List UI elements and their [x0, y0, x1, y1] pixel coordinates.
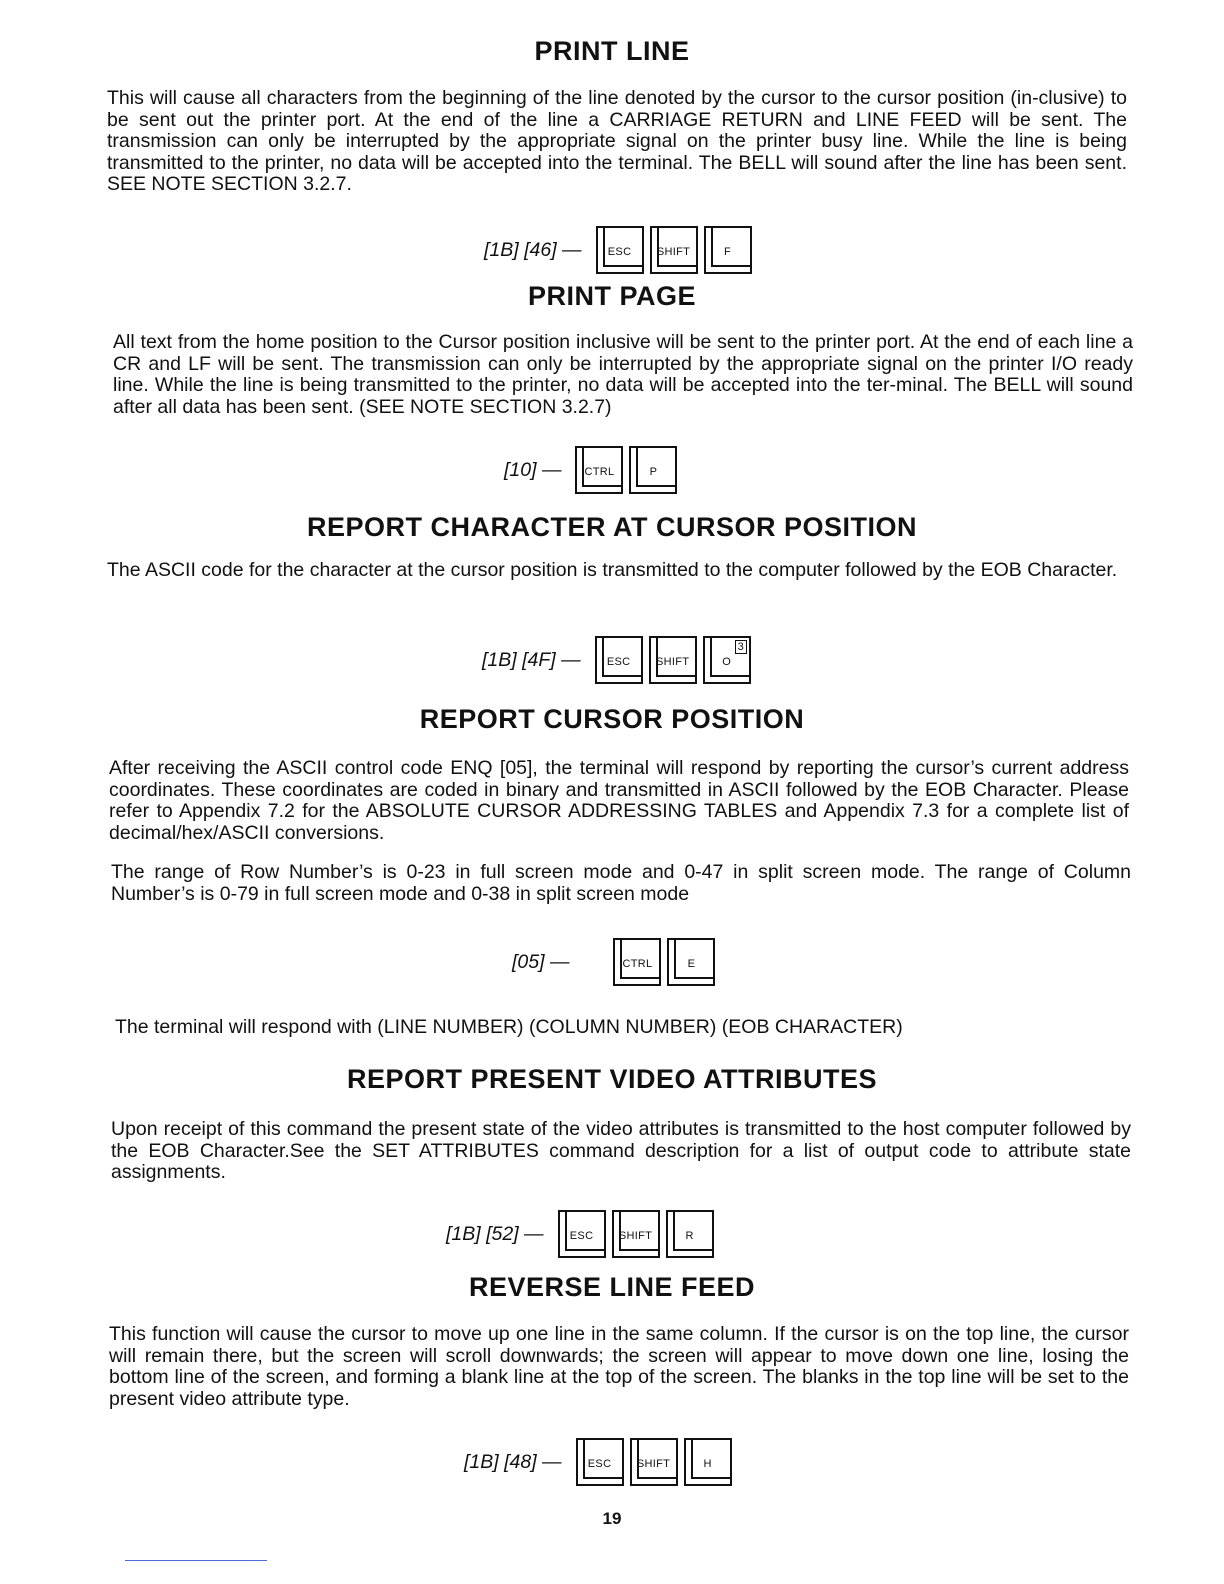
e-key-icon: E: [667, 938, 715, 986]
hex-code: [1B] [46] —: [484, 238, 582, 261]
hex-code: [1B] [48] —: [464, 1450, 562, 1473]
print-page-description: All text from the home position to the Cursor position inclusive will be sent to the printer port. At the end of each line a CR and LF will be sent. The transmission can only be interrupted by the appropriate signal on the printer I/O ready line. While the line is being transmitted to the printer, no data will be accepted into the ter-minal. The BELL will sound after all data has been sent. (SEE NOTE SECTION 3.2.7): [113, 331, 1133, 418]
esc-key-icon: ESC: [595, 636, 643, 684]
r-key-icon: R: [666, 1210, 714, 1258]
print-line-description: This will cause all characters from the beginning of the line denoted by the cursor to the cursor position (in-clusive) to be sent out the printer port. At the end of the line a CARRIAGE RETURN and LINE FEED will be sent. The transmission can only be interrupted by the appropriate signal on the printer busy line. While the line is being transmitted to the printer, no data will be accepted into the terminal. The BELL will sound after the line has been sent. SEE NOTE SECTION 3.2.7.: [107, 87, 1127, 195]
o-key-icon: O 3: [703, 636, 751, 684]
esc-key-icon: ESC: [576, 1438, 624, 1486]
report-video-keyseq: [446, 1204, 720, 1264]
shift-key-icon: SHIFT: [630, 1438, 678, 1486]
bottom-rule: [125, 1560, 267, 1561]
esc-key-icon: ESC: [558, 1210, 606, 1258]
hex-code: [10] —: [504, 458, 562, 481]
h-key-icon: H: [684, 1438, 732, 1486]
hex-code: [05] —: [512, 950, 570, 973]
print-page-keyseq: [504, 440, 683, 500]
page-number: 19: [602, 1509, 622, 1528]
hex-code: [1B] [52] —: [446, 1222, 544, 1245]
print-line-keyseq: [484, 220, 758, 280]
key-secondary-legend: 3: [735, 640, 747, 654]
esc-key-icon: ESC: [596, 226, 644, 274]
shift-key-icon: SHIFT: [612, 1210, 660, 1258]
report-cursor-keyseq: [512, 932, 721, 992]
ctrl-key-icon: CTRL: [613, 938, 661, 986]
heading-report-video-attributes: REPORT PRESENT VIDEO ATTRIBUTES: [346, 1064, 878, 1094]
heading-report-character: REPORT CHARACTER AT CURSOR POSITION: [306, 512, 917, 542]
shift-key-icon: SHIFT: [650, 226, 698, 274]
reverse-line-feed-keyseq: [464, 1432, 738, 1492]
shift-key-icon: SHIFT: [649, 636, 697, 684]
hex-code: [1B] [4F] —: [482, 648, 581, 671]
report-cursor-response: The terminal will respond with (LINE NUMBER) (COLUMN NUMBER) (EOB CHARACTER): [115, 1016, 903, 1038]
report-cursor-range: The range of Row Number’s is 0-23 in full screen mode and 0-47 in split screen mode. The range of Column Number’s is 0-79 in full screen mode and 0-38 in split screen mode: [111, 861, 1131, 905]
heading-report-cursor-position: REPORT CURSOR POSITION: [419, 704, 805, 734]
f-key-icon: F: [704, 226, 752, 274]
report-character-keyseq: [482, 630, 757, 690]
report-video-description: Upon receipt of this command the present state of the video attributes is transmitted to the host computer followed by the EOB Character.See the SET ATTRIBUTES command description for a list of output code to attribute state assignments.: [111, 1118, 1131, 1183]
report-cursor-description: After receiving the ASCII control code ENQ [05], the terminal will respond by reporting the cursor’s current address coordinates. These coordinates are coded in binary and transmitted in ASCII followed by the EOB Character. Please refer to Appendix 7.2 for the ABSOLUTE CURSOR ADDRESSING TABLES and Appendix 7.3 for a complete list of decimal/hex/ASCII conversions.: [109, 757, 1129, 844]
heading-reverse-line-feed: REVERSE LINE FEED: [468, 1272, 756, 1302]
p-key-icon: P: [629, 446, 677, 494]
heading-print-page: PRINT PAGE: [527, 281, 696, 311]
report-character-description: The ASCII code for the character at the cursor position is transmitted to the computer followed by the EOB Character.: [107, 559, 1118, 581]
reverse-line-feed-description: This function will cause the cursor to move up one line in the same column. If the cursor is on the top line, the cursor will remain there, but the screen will scroll downwards; the screen will appear to move down one line, losing the bottom line of the screen, and forming a blank line at the top of the screen. The blanks in the top line will be set to the present video attribute type.: [109, 1323, 1129, 1410]
heading-print-line: PRINT LINE: [534, 36, 690, 66]
ctrl-key-icon: CTRL: [575, 446, 623, 494]
